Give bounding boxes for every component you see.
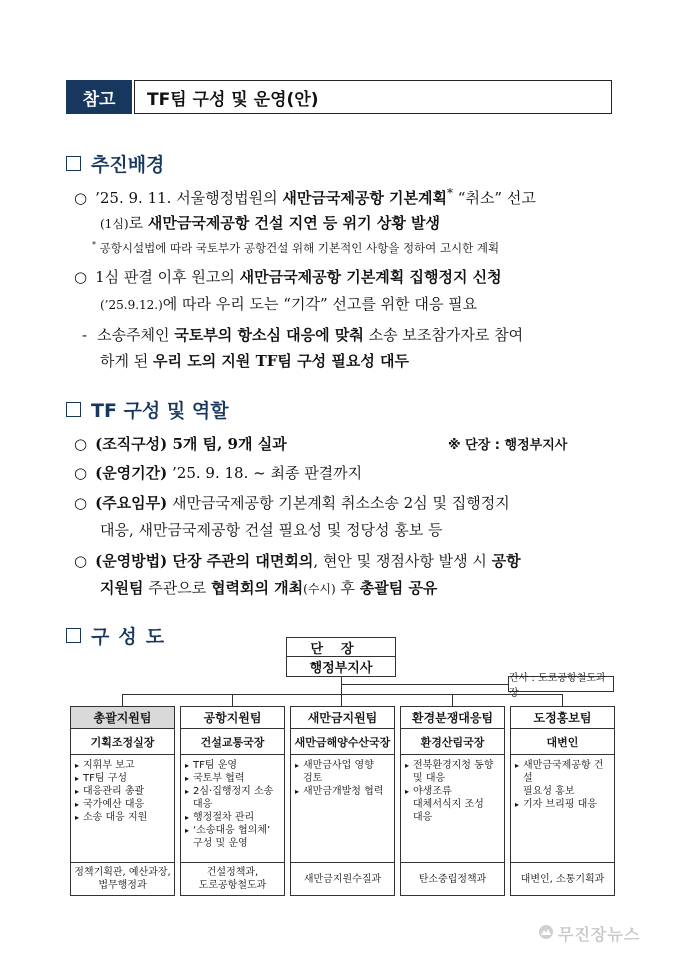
tf-item-mission-line-1: ○ (주요임무) 새만금국제공항 기본계획 취소소송 2심 및 집행정지	[74, 494, 510, 512]
team-tasks: ▸ 전북환경지청 동향 및 대응 ▸ 야생조류 대체서식지 조성 대응	[401, 755, 504, 863]
team-tasks: ▸ 지휘부 보고 ▸ TF팀 구성 ▸ 대응관리 총괄 ▸ 국가예산 대응 ▸ 소송 대응 지원	[71, 755, 174, 863]
team-lead: 새만금해양수산국장	[291, 729, 394, 755]
square-bullet-icon	[66, 628, 81, 643]
section-heading-background: 추진배경	[66, 150, 164, 177]
team-departments: 새만금지원수질과	[303, 873, 382, 885]
team-name: 환경분쟁대응팀	[401, 707, 504, 729]
org-connector	[122, 694, 562, 695]
tf-item-period: ○ (운영기간) ’25. 9. 18. ~ 최종 판결까지	[74, 464, 363, 482]
org-connector	[341, 677, 342, 694]
background-sub-line-2: 하게 된 우리 도의 지원 TF팀 구성 필요성 대두	[100, 352, 410, 370]
background-item-2-line-1: ○ 1심 판결 이후 원고의 새만금국제공항 기본계획 집행정지 신청	[74, 268, 502, 286]
org-connector	[562, 694, 563, 706]
org-connector	[341, 684, 508, 685]
background-item-2-line-2: (’25.9.12.)에 따라 우리 도는 “기각” 선고를 위한 대응 필요	[100, 295, 478, 313]
org-leader-name: 행정부지사	[286, 657, 396, 677]
org-leader-label: 단장	[286, 637, 396, 657]
team-departments: 건설정책과, 도로공항철도과	[198, 867, 267, 891]
square-bullet-icon	[66, 156, 81, 171]
team-name: 총괄지원팀	[71, 707, 174, 729]
watermark-logo-icon	[538, 924, 554, 940]
team-departments: 대변인, 소통기획과	[520, 873, 605, 885]
footnote: * 공항시설법에 따라 국토부가 공항건설 위해 기본적인 사항을 정하여 고시한 계획	[92, 240, 500, 255]
team-tasks: ▸ 새만금사업 영향 검토 ▸ 새만금개발청 협력	[291, 755, 394, 863]
tf-item-method-line-1: ○ (운영방법) 단장 주관의 대면회의, 현안 및 쟁점사항 발생 시 공항	[74, 552, 521, 570]
tf-item-method-line-2: 지원팀 주관으로 협력회의 개최(수시) 후 총괄팀 공유	[100, 579, 438, 597]
team-departments: 탄소중립정책과	[418, 873, 487, 885]
square-bullet-icon	[66, 402, 81, 417]
team-lead: 환경산림국장	[401, 729, 504, 755]
team-tasks: ▸ 새만금국제공항 건설 필요성 홍보 ▸ 기자 브리핑 대응	[511, 755, 614, 863]
leader-note: ※ 단장 : 행정부지사	[448, 438, 568, 453]
team-name: 공항지원팀	[181, 707, 284, 729]
team-departments: 정책기획관, 예산과장, 법무행정과	[74, 867, 171, 891]
reference-badge: 참고	[66, 80, 132, 114]
org-secretary: 간사 : 도로공항철도과	[508, 676, 614, 692]
org-connector	[122, 694, 123, 706]
team-name: 새만금지원팀	[291, 707, 394, 729]
team-box-general	[70, 706, 175, 896]
section-heading-org-chart: 구성도	[66, 622, 173, 649]
team-box-pr	[510, 706, 615, 896]
team-lead: 건설교통국장	[181, 729, 284, 755]
team-box-saemangeum	[290, 706, 395, 896]
background-sub-line-1: - 소송주체인 국토부의 항소심 대응에 맞춰 소송 보조참가자로 참여	[82, 326, 524, 344]
team-box-airport	[180, 706, 285, 896]
background-item-1-line-1: ○ ’25. 9. 11. 서울행정법원의 새만금국제공항 기본계획* “취소” 선고	[74, 186, 536, 207]
org-connector	[232, 694, 233, 706]
team-name: 도정홍보팀	[511, 707, 614, 729]
org-connector	[341, 694, 342, 706]
team-lead: 대변인	[511, 729, 614, 755]
team-tasks: ▸ TF팀 운영 ▸ 국토부 협력 ▸ 2심·집행정지 소송 대응 ▸ 행정절차 관리 ▸ ‘소송대응 협의체’ 구성 및 운영	[181, 755, 284, 863]
org-connector	[452, 694, 453, 706]
background-item-1-line-2: (1심)로 새만금국제공항 건설 지연 등 위기 상황 발생	[100, 214, 441, 232]
watermark: 무진장뉴스	[558, 925, 641, 944]
team-box-environment	[400, 706, 505, 896]
tf-item-organization: ○ (조직구성) 5개 팀, 9개 실과	[74, 435, 287, 453]
tf-item-mission-line-2: 대응, 새만금국제공항 건설 필요성 및 정당성 홍보 등	[100, 521, 443, 539]
team-lead: 기획조정실장	[71, 729, 174, 755]
document-title: TF팀 구성 및 운영(안)	[134, 80, 612, 114]
section-heading-tf: TF 구성 및 역할	[66, 396, 229, 423]
